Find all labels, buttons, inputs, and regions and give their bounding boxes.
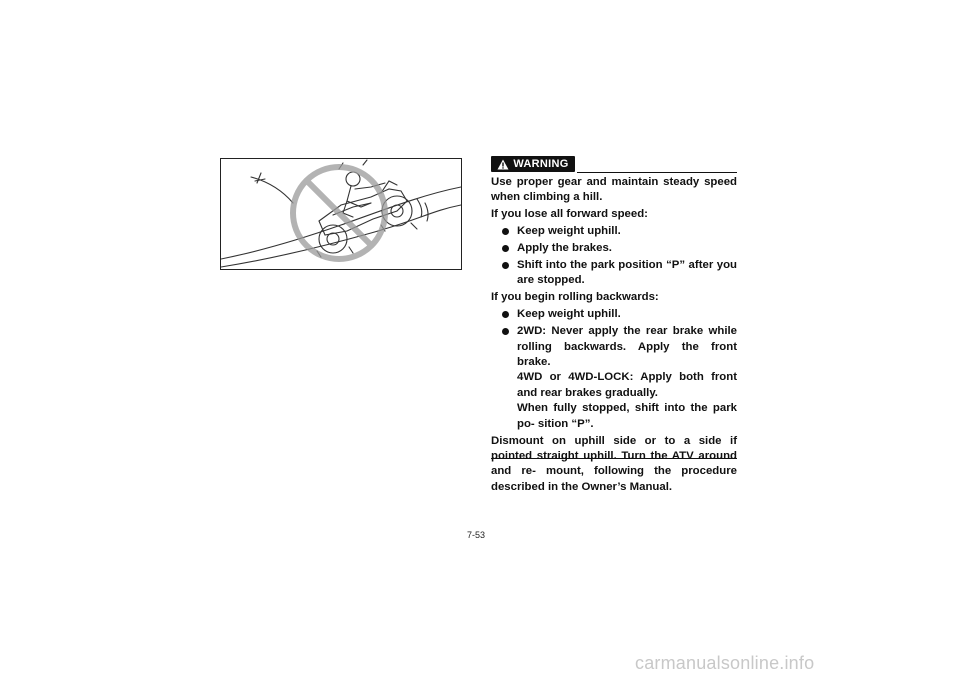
dismount-text: Dismount on uphill side or to a side if pointed straight uphill. Turn the ATV around and re- mount, following the procedure described in the Owner’s Manual. xyxy=(491,434,737,493)
watermark-text: carmanualsonline.info xyxy=(635,653,815,673)
rolling-backwards-heading: If you begin rolling backwards: xyxy=(491,291,659,304)
list-item: Shift into the park position “P” after you are stopped. xyxy=(491,258,737,289)
list-item: Apply the brakes. xyxy=(491,241,737,256)
warning-triangle-icon xyxy=(497,159,509,170)
brake-2wd-text: 2WD: Never apply the rear brake while rolling backwards. Apply the front brake. xyxy=(517,325,737,368)
bullet-icon xyxy=(502,245,509,252)
illustration-atv-hill xyxy=(220,158,462,270)
list-item xyxy=(491,324,737,432)
brake-4wd-text: 4WD or 4WD-LOCK: Apply both front and rear brakes gradually. xyxy=(517,371,737,399)
warning-badge xyxy=(491,156,575,172)
warning-label: WARNING xyxy=(513,158,569,170)
atv-hill-drawing xyxy=(221,159,461,269)
warning-intro: Use proper gear and maintain steady speed when climbing a hill. xyxy=(491,176,737,204)
bullet-icon xyxy=(502,311,509,318)
warning-header xyxy=(491,156,737,175)
warning-body xyxy=(491,175,737,497)
park-after-stop-text: When fully stopped, shift into the park po- sition “P”. xyxy=(517,402,737,430)
bullet-icon xyxy=(502,262,509,269)
list-item: Keep weight uphill. xyxy=(491,307,737,322)
bullet-icon xyxy=(502,228,509,235)
page-number: 7-53 xyxy=(467,530,486,540)
forward-speed-heading: If you lose all forward speed: xyxy=(491,208,648,221)
bullet-icon xyxy=(502,328,509,335)
list-item: Keep weight uphill. xyxy=(491,224,737,239)
warning-bottom-rule xyxy=(491,458,737,459)
warning-top-rule xyxy=(577,172,737,173)
forward-speed-list xyxy=(491,224,737,289)
prohibited-icon xyxy=(293,167,385,259)
rolling-backwards-list xyxy=(491,307,737,432)
